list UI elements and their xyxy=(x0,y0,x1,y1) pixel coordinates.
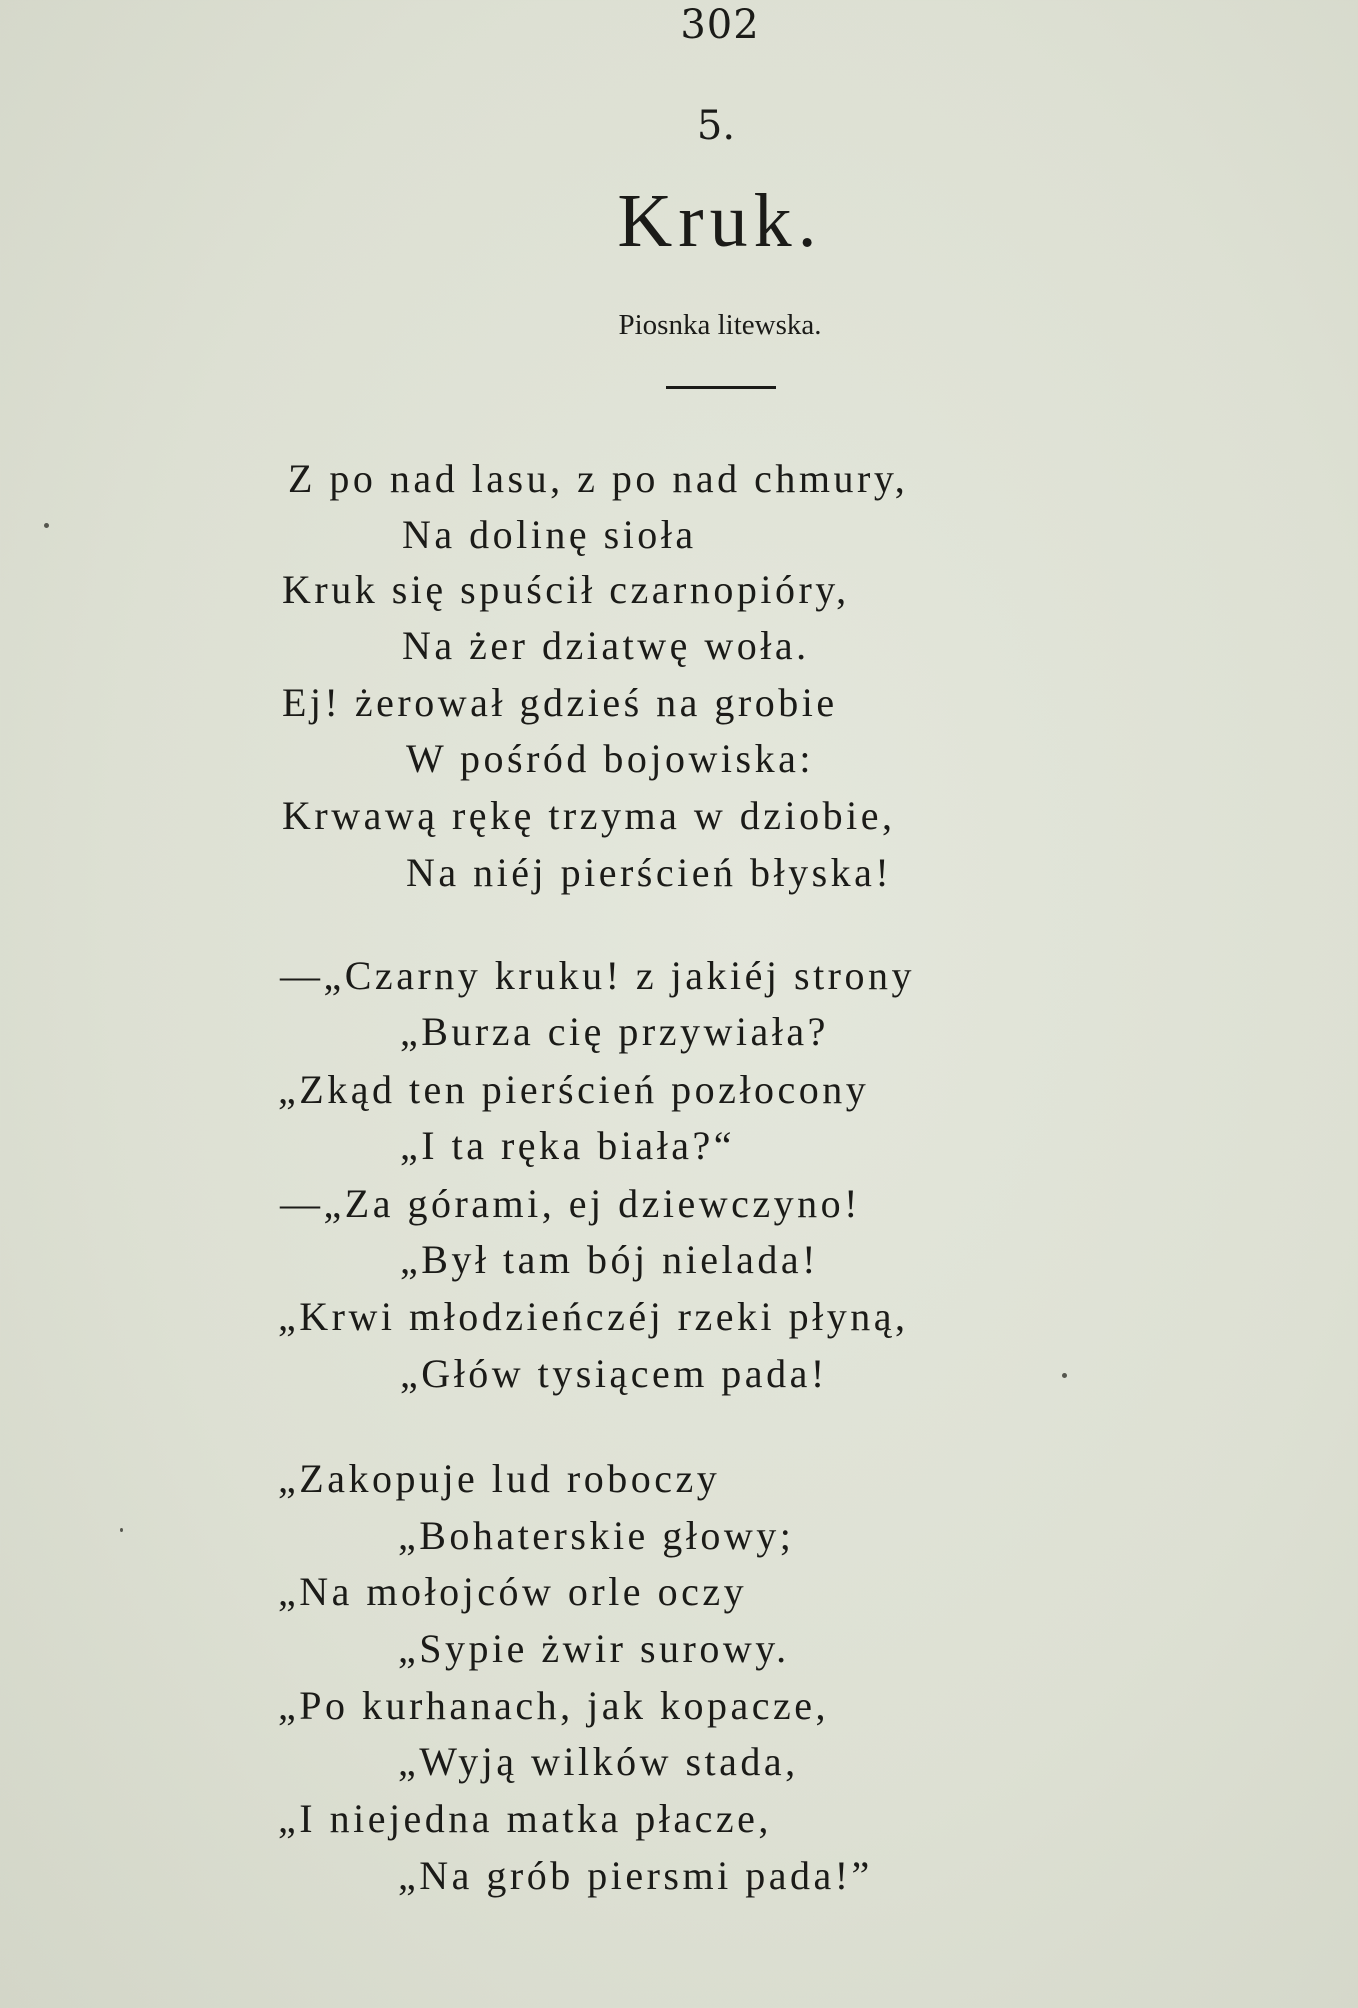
poem-title: Kruk. xyxy=(617,179,823,263)
verse-line: „Zakopuje lud roboczy xyxy=(278,1456,721,1501)
verse-line: „Głów tysiącem pada! xyxy=(400,1351,828,1396)
poem-subtitle: Piosnka litewska. xyxy=(618,309,822,341)
paper-speck xyxy=(1062,1373,1067,1378)
verse-line: „Był tam bój nielada! xyxy=(400,1237,819,1282)
verse-line: Ej! żerował gdzieś na grobie xyxy=(282,680,838,725)
verse-line: Na żer dziatwę woła. xyxy=(402,623,810,668)
verse-line: „Na grób piersmi pada!” xyxy=(398,1853,873,1898)
verse-line: —„Czarny kruku! z jakiéj strony xyxy=(280,953,916,998)
verse-line: Kruk się spuścił czarnopióry, xyxy=(282,567,850,612)
verse-line: W pośród bojowiska: xyxy=(406,736,814,781)
verse-line: „Wyją wilków stada, xyxy=(398,1739,799,1784)
verse-line: Na dolinę sioła xyxy=(402,512,697,557)
page-number: 302 xyxy=(680,2,760,48)
verse-line: Na niéj pierścień błyska! xyxy=(406,850,893,895)
verse-line: „Burza cię przywiała? xyxy=(400,1009,829,1054)
verse-line: „Zkąd ten pierścień pozłocony xyxy=(278,1067,870,1112)
verse-line: —„Za górami, ej dziewczyno! xyxy=(280,1181,861,1226)
verse-line: Krwawą rękę trzyma w dziobie, xyxy=(282,793,896,838)
verse-line: „Po kurhanach, jak kopacze, xyxy=(278,1683,829,1728)
verse-line: Z po nad lasu, z po nad chmury, xyxy=(288,456,909,501)
verse-line: „I ta ręka biała?“ xyxy=(400,1123,736,1168)
verse-line: „Na mołojców orle oczy xyxy=(278,1569,748,1614)
verse-line: „Sypie żwir surowy. xyxy=(398,1626,790,1671)
verse-line: „Bohaterskie głowy; xyxy=(398,1513,795,1558)
paper-speck xyxy=(44,523,49,528)
poem-number: 5. xyxy=(696,103,736,149)
paper-speck xyxy=(120,1528,123,1532)
verse-line: „I niejedna matka płacze, xyxy=(278,1796,772,1841)
verse-line: „Krwi młodzieńczéj rzeki płyną, xyxy=(278,1294,909,1339)
title-divider xyxy=(666,386,776,389)
